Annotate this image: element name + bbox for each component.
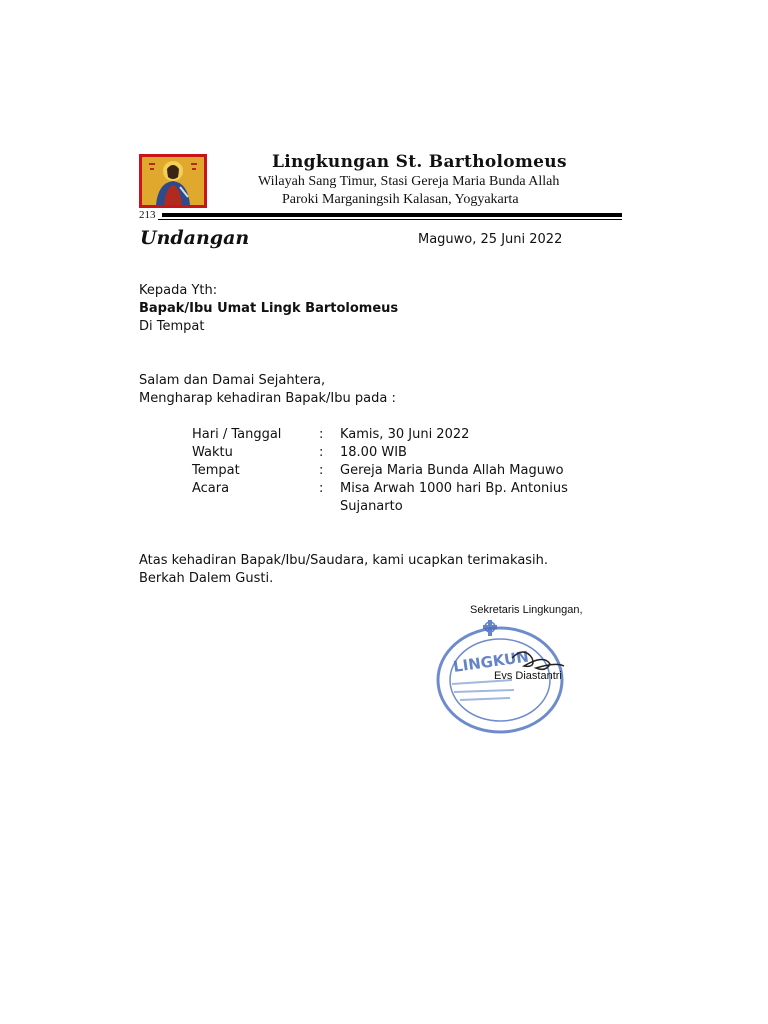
recipient-name: Bapak/Ibu Umat Lingk Bartolomeus xyxy=(139,301,399,316)
saint-icon-image xyxy=(139,154,207,208)
header-rule-thick xyxy=(162,213,622,217)
detail-value-event-cont: Sujanarto xyxy=(340,499,403,514)
detail-sep: : xyxy=(319,481,324,496)
detail-sep: : xyxy=(319,463,324,478)
recipient-greeting: Kepada Yth: xyxy=(139,283,218,298)
org-title: Lingkungan St. Bartholomeus xyxy=(272,152,567,172)
signatory-role: Sekretaris Lingkungan, xyxy=(470,604,583,616)
org-address-line1: Wilayah Sang Timur, Stasi Gereja Maria Bunda Allah xyxy=(258,174,560,189)
detail-label-date: Hari / Tanggal xyxy=(192,427,282,442)
closing-thanks: Atas kehadiran Bapak/Ibu/Saudara, kami ucapkan terimakasih. xyxy=(139,553,549,568)
signatory-name: Evs Diastantri xyxy=(494,670,562,682)
opening-salutation: Salam dan Damai Sejahtera, xyxy=(139,373,326,388)
detail-value-event: Misa Arwah 1000 hari Bp. Antonius xyxy=(340,481,568,496)
detail-value-time: 18.00 WIB xyxy=(340,445,407,460)
detail-label-time: Waktu xyxy=(192,445,233,460)
detail-value-date: Kamis, 30 Juni 2022 xyxy=(340,427,470,442)
opening-request: Mengharap kehadiran Bapak/Ibu pada : xyxy=(139,391,396,406)
org-address-line2: Paroki Marganingsih Kalasan, Yogyakarta xyxy=(282,192,519,207)
detail-sep: : xyxy=(319,427,324,442)
letter-date: Maguwo, 25 Juni 2022 xyxy=(418,232,563,247)
detail-label-event: Acara xyxy=(192,481,230,496)
detail-label-place: Tempat xyxy=(192,463,240,478)
document-title: Undangan xyxy=(140,227,250,249)
recipient-place: Di Tempat xyxy=(139,319,205,334)
page-number: 213 xyxy=(139,209,156,221)
closing-blessing: Berkah Dalem Gusti. xyxy=(139,571,274,586)
header-rule-thin xyxy=(139,219,622,220)
detail-value-place: Gereja Maria Bunda Allah Maguwo xyxy=(340,463,564,478)
stamp-text: LINGKUN xyxy=(452,647,530,676)
detail-sep: : xyxy=(319,445,324,460)
